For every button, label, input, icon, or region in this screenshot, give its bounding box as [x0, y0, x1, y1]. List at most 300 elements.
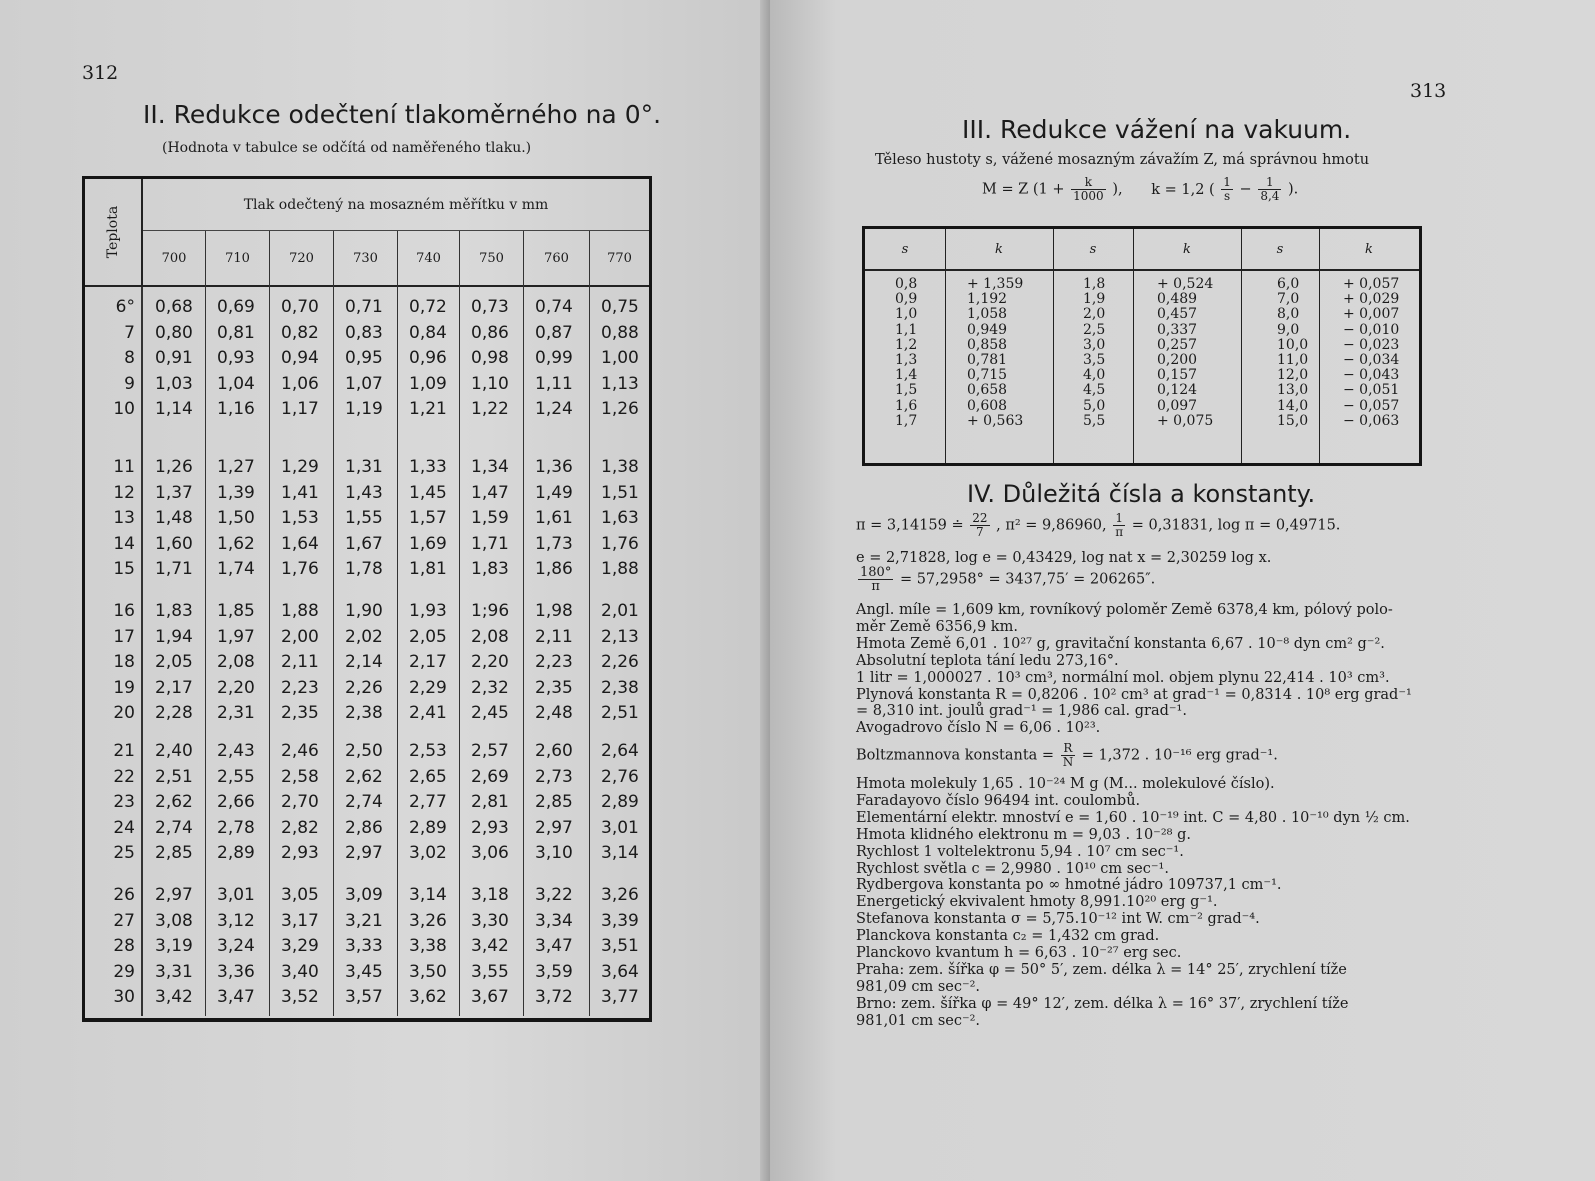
value-cell: 3,29: [281, 936, 319, 957]
k-value-cell: 1,192: [967, 291, 1008, 308]
value-cell: 3,47: [217, 987, 255, 1008]
value-cell: 2,51: [155, 766, 193, 787]
value-cell: 2,81: [471, 792, 509, 813]
value-cell: 3,40: [281, 961, 319, 982]
temperature-cell: 22: [113, 766, 135, 787]
column-divider: [1053, 229, 1054, 463]
value-cell: 3,50: [409, 961, 447, 982]
section-title-pressure: II. Redukce odečtení tlakoměrného na 0°.: [143, 100, 662, 129]
density-cell: 3,5: [1083, 352, 1106, 368]
k-value-cell: + 0,524: [1157, 276, 1214, 292]
value-cell: 2,31: [217, 703, 255, 724]
k-value-cell: − 0,023: [1343, 336, 1400, 353]
temperature-cell: 16: [113, 601, 135, 621]
value-cell: 2,85: [535, 792, 573, 813]
table-row: [85, 934, 649, 960]
value-cell: 1,50: [217, 508, 255, 529]
value-cell: 3,21: [345, 910, 383, 931]
value-cell: 3,39: [601, 910, 639, 931]
value-cell: 1,22: [471, 399, 509, 420]
constant-line: Plynová konstanta R = 0,8206 . 10² cm³ at grad⁻¹ = 0,8314 . 10⁸ erg grad⁻¹: [856, 686, 1412, 703]
row-group: [85, 883, 649, 1011]
density-cell: 9,0: [1277, 321, 1300, 338]
temperature-cell: 27: [113, 910, 135, 931]
density-cell: 1,9: [1083, 291, 1106, 308]
table-row: [85, 883, 649, 909]
table-row: [85, 816, 649, 842]
density-cell: 1,8: [1083, 276, 1106, 292]
value-cell: 1,76: [601, 533, 639, 554]
value-cell: 1,88: [281, 601, 319, 621]
value-cell: 2,64: [601, 741, 639, 761]
value-cell: 1,76: [281, 559, 319, 580]
weight-table-header: k: [945, 229, 1053, 271]
k-value-cell: 0,781: [967, 352, 1008, 368]
value-cell: 1,26: [155, 457, 193, 477]
value-cell: 3,30: [471, 910, 509, 931]
k-value-cell: 0,457: [1157, 306, 1198, 323]
weight-table-header: k: [1133, 229, 1241, 271]
temperature-cell: 6°: [115, 297, 135, 317]
table-row: [85, 676, 649, 702]
density-cell: 7,0: [1277, 291, 1300, 308]
table-row: [85, 557, 649, 583]
row-group: [85, 295, 649, 423]
vacuum-correction-table: [862, 226, 1422, 466]
value-cell: 0,94: [281, 348, 319, 369]
value-cell: 2,53: [409, 741, 447, 761]
density-cell: 1,3: [895, 352, 918, 368]
row-group: [85, 455, 649, 583]
value-cell: 2,58: [281, 766, 319, 787]
value-cell: 0,86: [471, 322, 509, 343]
value-cell: 3,01: [601, 817, 639, 838]
value-cell: 1,93: [409, 601, 447, 621]
value-cell: 2,85: [155, 843, 193, 864]
value-cell: 1,34: [471, 457, 509, 477]
value-cell: 0,68: [155, 297, 193, 317]
boltzmann-line: Boltzmannova konstanta = $\frac{R}{N}$ = 1,372 . 10⁻¹⁶ erg grad⁻¹.: [856, 741, 1278, 769]
value-cell: 0,87: [535, 322, 573, 343]
table-row: [85, 765, 649, 791]
k-value-cell: − 0,063: [1343, 412, 1400, 429]
constant-line: Avogadrovo číslo N = 6,06 . 10²³.: [856, 720, 1101, 737]
right-page: [770, 0, 1595, 1181]
k-value-cell: + 0,563: [967, 412, 1024, 429]
value-cell: 2,74: [345, 792, 383, 813]
value-cell: 1,74: [217, 559, 255, 580]
density-cell: 4,0: [1083, 367, 1106, 384]
value-cell: 1,14: [155, 399, 193, 420]
value-cell: 3,18: [471, 885, 509, 905]
temperature-cell: 10: [113, 399, 135, 420]
constant-line: Stefanova konstanta σ = 5,75.10⁻¹² int W. cm⁻² grad⁻⁴.: [856, 911, 1260, 928]
value-cell: 1,33: [409, 457, 447, 477]
value-cell: 2,86: [345, 817, 383, 838]
value-cell: 2,70: [281, 792, 319, 813]
value-cell: 1,73: [535, 533, 573, 554]
value-cell: 1,67: [345, 533, 383, 554]
value-cell: 0,81: [217, 322, 255, 343]
value-cell: 2,35: [281, 703, 319, 724]
value-cell: 1;96: [471, 601, 510, 621]
value-cell: 2,40: [155, 741, 193, 761]
value-cell: 3,77: [601, 987, 639, 1008]
value-cell: 2,89: [601, 792, 639, 813]
value-cell: 2,74: [155, 817, 193, 838]
density-cell: 1,4: [895, 367, 918, 384]
temperature-cell: 18: [113, 652, 135, 673]
value-cell: 2,08: [217, 652, 255, 673]
table-row: [85, 909, 649, 935]
k-value-cell: − 0,034: [1343, 352, 1400, 368]
temperature-cell: 30: [113, 987, 135, 1008]
density-cell: 11,0: [1277, 352, 1309, 368]
density-cell: 8,0: [1277, 306, 1300, 323]
value-cell: 2,29: [409, 677, 447, 698]
constant-line: Hmota molekuly 1,65 . 10⁻²⁴ M g (M... molekulové číslo).: [856, 776, 1275, 792]
temperature-cell: 26: [113, 885, 135, 905]
density-cell: 15,0: [1277, 412, 1309, 429]
value-cell: 2,05: [409, 626, 447, 647]
value-cell: 2,66: [217, 792, 255, 813]
value-cell: 2,02: [345, 626, 383, 647]
value-cell: 3,72: [535, 987, 573, 1008]
constant-line: Rydbergova konstanta po ∞ hmotné jádro 109737,1 cm⁻¹.: [856, 877, 1282, 894]
column-header: 710: [205, 231, 269, 287]
value-cell: 1,57: [409, 508, 447, 529]
k-value-cell: − 0,057: [1343, 397, 1400, 414]
table-row: [85, 372, 649, 398]
table-row: [85, 455, 649, 481]
density-cell: 13,0: [1277, 382, 1309, 399]
row-header: Teplota: [85, 179, 143, 287]
k-value-cell: − 0,010: [1343, 321, 1400, 338]
k-value-cell: 0,858: [967, 336, 1008, 353]
density-cell: 1,2: [895, 336, 918, 353]
value-cell: 2,82: [281, 817, 319, 838]
density-cell: 10,0: [1277, 336, 1309, 353]
section-title-vacuum: III. Redukce vážení na vakuum.: [962, 115, 1352, 144]
value-cell: 2,28: [155, 703, 193, 724]
value-cell: 1,81: [409, 559, 447, 580]
value-cell: 2,23: [281, 677, 319, 698]
constant-line: Praha: zem. šířka φ = 50° 5′, zem. délka λ = 14° 25′, zrychlení tíže: [856, 961, 1347, 978]
value-cell: 1,07: [345, 373, 383, 394]
value-cell: 1,83: [155, 601, 193, 621]
value-cell: 3,34: [535, 910, 573, 931]
value-cell: 1,53: [281, 508, 319, 529]
table-header: Tlak odečtený na mosazném měřítku v mm: [143, 179, 649, 231]
row-group: [85, 599, 649, 727]
value-cell: 1,90: [345, 601, 383, 621]
value-cell: 1,78: [345, 559, 383, 580]
density-cell: 0,9: [895, 291, 918, 308]
value-cell: 2,13: [601, 626, 639, 647]
value-cell: 3,02: [409, 843, 447, 864]
value-cell: 3,06: [471, 843, 509, 864]
k-value-cell: 0,608: [967, 397, 1008, 414]
value-cell: 1,29: [281, 457, 319, 477]
column-divider: [1133, 229, 1134, 463]
row-group: [85, 739, 649, 867]
k-value-cell: 0,257: [1157, 336, 1198, 353]
value-cell: 1,36: [535, 457, 573, 477]
value-cell: 2,05: [155, 652, 193, 673]
value-cell: 2,97: [155, 885, 193, 905]
k-value-cell: + 1,359: [967, 276, 1024, 292]
constant-line: Energetický ekvivalent hmoty 8,991.10²⁰ erg g⁻¹.: [856, 894, 1218, 911]
value-cell: 1,45: [409, 482, 447, 503]
column-header: 740: [397, 231, 459, 287]
value-cell: 1,27: [217, 457, 255, 477]
k-value-cell: 0,337: [1157, 321, 1198, 338]
column-header: 750: [459, 231, 523, 287]
temperature-cell: 21: [113, 741, 135, 761]
temperature-cell: 11: [113, 457, 135, 477]
constant-line: = 8,310 int. joulů grad⁻¹ = 1,986 cal. grad⁻¹.: [856, 703, 1187, 720]
table-row: [85, 960, 649, 986]
constant-line: 1 litr = 1,000027 . 10³ cm³, normální mol. objem plynu 22,414 . 10³ cm³.: [856, 669, 1390, 686]
table-row: [85, 532, 649, 558]
value-cell: 1,24: [535, 399, 573, 420]
value-cell: 0,98: [471, 348, 509, 369]
value-cell: 2,20: [217, 677, 255, 698]
constant-line: Hmota Země 6,01 . 10²⁷ g, gravitační konstanta 6,67 . 10⁻⁸ dyn cm² g⁻².: [856, 635, 1385, 652]
value-cell: 1,03: [155, 373, 193, 394]
value-cell: 3,51: [601, 936, 639, 957]
value-cell: 0,70: [281, 297, 319, 317]
value-cell: 1,88: [601, 559, 639, 580]
intro-text: Těleso hustoty s, vážené mosazným závažím Z, má správnou hmotu: [875, 152, 1370, 168]
table-row: [85, 599, 649, 625]
value-cell: 1,94: [155, 626, 193, 647]
value-cell: 2,69: [471, 766, 509, 787]
density-cell: 1,5: [895, 382, 918, 399]
value-cell: 2,55: [217, 766, 255, 787]
value-cell: 1,61: [535, 508, 573, 529]
value-cell: 3,05: [281, 885, 319, 905]
column-header: 700: [143, 231, 205, 287]
column-divider: [1241, 229, 1242, 463]
value-cell: 3,52: [281, 987, 319, 1008]
value-cell: 2,57: [471, 741, 509, 761]
temperature-cell: 17: [113, 626, 135, 647]
pressure-reduction-table: [82, 176, 652, 1022]
temperature-cell: 7: [124, 322, 135, 343]
value-cell: 1,55: [345, 508, 383, 529]
constant-line: měr Země 6356,9 km.: [856, 618, 1018, 635]
value-cell: 3,59: [535, 961, 573, 982]
value-cell: 2,26: [345, 677, 383, 698]
temperature-cell: 19: [113, 677, 135, 698]
value-cell: 1,11: [535, 373, 573, 394]
table-row: [85, 481, 649, 507]
value-cell: 1,51: [601, 482, 639, 503]
value-cell: 2,76: [601, 766, 639, 787]
table-row: [85, 625, 649, 651]
e-line: e = 2,71828, log e = 0,43429, log nat x = 2,30259 log x.: [856, 550, 1272, 566]
value-cell: 3,67: [471, 987, 509, 1008]
column-divider: [1319, 229, 1320, 463]
density-cell: 2,0: [1083, 306, 1106, 323]
value-cell: 3,47: [535, 936, 573, 957]
value-cell: 2,60: [535, 741, 573, 761]
density-cell: 1,1: [895, 321, 918, 338]
table-row: [85, 701, 649, 727]
value-cell: 2,00: [281, 626, 319, 647]
page-number-right: 313: [1410, 80, 1447, 102]
table-row: [85, 506, 649, 532]
value-cell: 1,16: [217, 399, 255, 420]
left-page: [0, 0, 770, 1181]
table-row: [85, 985, 649, 1011]
value-cell: 2,62: [345, 766, 383, 787]
value-cell: 3,19: [155, 936, 193, 957]
value-cell: 1,86: [535, 559, 573, 580]
temperature-cell: 29: [113, 961, 135, 982]
value-cell: 0,75: [601, 297, 639, 317]
value-cell: 1,97: [217, 626, 255, 647]
constant-line: Planckova konstanta c₂ = 1,432 cm grad.: [856, 928, 1160, 945]
column-header: 720: [269, 231, 333, 287]
value-cell: 3,42: [155, 987, 193, 1008]
value-cell: 2,11: [535, 626, 573, 647]
column-header: 730: [333, 231, 397, 287]
k-value-cell: 0,097: [1157, 397, 1198, 414]
page-number-left: 312: [82, 62, 119, 84]
constant-line: Brno: zem. šířka φ = 49° 12′, zem. délka λ = 16° 37′, zrychlení tíže: [856, 995, 1349, 1012]
k-value-cell: − 0,043: [1343, 367, 1400, 384]
column-divider: [945, 229, 946, 463]
value-cell: 2,43: [217, 741, 255, 761]
value-cell: 3,36: [217, 961, 255, 982]
section-title-constants: IV. Důležitá čísla a konstanty.: [967, 480, 1316, 508]
table-row: [85, 650, 649, 676]
value-cell: 2,97: [535, 817, 573, 838]
value-cell: 3,22: [535, 885, 573, 905]
k-value-cell: + 0,075: [1157, 412, 1214, 429]
constant-line: 981,01 cm sec⁻².: [856, 1012, 981, 1029]
temperature-cell: 20: [113, 703, 135, 724]
value-cell: 1,38: [601, 457, 639, 477]
value-cell: 2,77: [409, 792, 447, 813]
temperature-cell: 12: [113, 482, 135, 503]
temperature-cell: 25: [113, 843, 135, 864]
value-cell: 1,64: [281, 533, 319, 554]
density-cell: 5,5: [1083, 412, 1106, 429]
value-cell: 1,17: [281, 399, 319, 420]
value-cell: 1,00: [601, 348, 639, 369]
value-cell: 1,71: [155, 559, 193, 580]
constant-line: Angl. míle = 1,609 km, rovníkový poloměr Země 6378,4 km, pólový polo-: [856, 602, 1393, 618]
value-cell: 0,84: [409, 322, 447, 343]
value-cell: 3,14: [409, 885, 447, 905]
radian-line: $\frac{180^\circ}{\pi}$ = 57,2958° = 3437,75′ = 206265″.: [860, 565, 1156, 594]
k-value-cell: 0,949: [967, 321, 1008, 338]
value-cell: 2,62: [155, 792, 193, 813]
k-value-cell: + 0,029: [1343, 291, 1400, 308]
value-cell: 2,46: [281, 741, 319, 761]
value-cell: 2,48: [535, 703, 573, 724]
value-cell: 3,12: [217, 910, 255, 931]
value-cell: 2,97: [345, 843, 383, 864]
value-cell: 0,74: [535, 297, 573, 317]
weight-table-header: k: [1319, 229, 1419, 271]
density-cell: 4,5: [1083, 382, 1106, 399]
constant-line: Absolutní teplota tání ledu 273,16°.: [856, 652, 1119, 669]
value-cell: 0,91: [155, 348, 193, 369]
value-cell: 2,89: [409, 817, 447, 838]
value-cell: 2,17: [409, 652, 447, 673]
value-cell: 0,83: [345, 322, 383, 343]
value-cell: 2,93: [471, 817, 509, 838]
value-cell: 1,60: [155, 533, 193, 554]
k-value-cell: 0,715: [967, 367, 1008, 384]
value-cell: 0,82: [281, 322, 319, 343]
value-cell: 3,01: [217, 885, 255, 905]
table-row: [85, 841, 649, 867]
constant-line: Rychlost světla c = 2,9980 . 10¹⁰ cm sec⁻¹.: [856, 860, 1169, 877]
weight-table-header: s: [1241, 229, 1319, 271]
value-cell: 1,31: [345, 457, 383, 477]
value-cell: 1,04: [217, 373, 255, 394]
value-cell: 0,95: [345, 348, 383, 369]
k-value-cell: 0,200: [1157, 352, 1198, 368]
value-cell: 2,11: [281, 652, 319, 673]
density-cell: 1,7: [895, 412, 918, 429]
value-cell: 1,10: [471, 373, 509, 394]
temperature-cell: 28: [113, 936, 135, 957]
value-cell: 0,99: [535, 348, 573, 369]
value-cell: 1,63: [601, 508, 639, 529]
density-cell: 2,5: [1083, 321, 1106, 338]
temperature-cell: 15: [113, 559, 135, 580]
value-cell: 3,45: [345, 961, 383, 982]
value-cell: 0,71: [345, 297, 383, 317]
value-cell: 3,62: [409, 987, 447, 1008]
density-cell: 0,8: [895, 276, 918, 292]
value-cell: 1,37: [155, 482, 193, 503]
value-cell: 0,80: [155, 322, 193, 343]
value-cell: 2,50: [345, 741, 383, 761]
weight-table-header: s: [1053, 229, 1133, 271]
value-cell: 3,33: [345, 936, 383, 957]
value-cell: 3,08: [155, 910, 193, 931]
constant-line: Elementární elektr. mnoství e = 1,60 . 10⁻¹⁹ int. C = 4,80 . 10⁻¹⁰ dyn ½ cm.: [856, 809, 1410, 826]
k-value-cell: 0,124: [1157, 382, 1198, 399]
value-cell: 3,31: [155, 961, 193, 982]
value-cell: 3,09: [345, 885, 383, 905]
value-cell: 1,41: [281, 482, 319, 503]
value-cell: 2,35: [535, 677, 573, 698]
value-cell: 2,26: [601, 652, 639, 673]
value-cell: 1,83: [471, 559, 509, 580]
column-header: 760: [523, 231, 589, 287]
vacuum-formula: M = Z (1 + $\frac{k}{1000}$ ), k = 1,2 ( $\frac{1}{s}$ − $\frac{1}{8,4}$ ).: [982, 175, 1299, 203]
density-cell: 3,0: [1083, 336, 1106, 353]
value-cell: 3,42: [471, 936, 509, 957]
k-value-cell: − 0,051: [1343, 382, 1400, 399]
constant-line: 981,09 cm sec⁻².: [856, 978, 981, 995]
value-cell: 2,17: [155, 677, 193, 698]
k-value-cell: 1,058: [967, 306, 1008, 323]
value-cell: 1,21: [409, 399, 447, 420]
table-row: [85, 739, 649, 765]
value-cell: 3,24: [217, 936, 255, 957]
value-cell: 1,59: [471, 508, 509, 529]
k-value-cell: 0,658: [967, 382, 1008, 399]
